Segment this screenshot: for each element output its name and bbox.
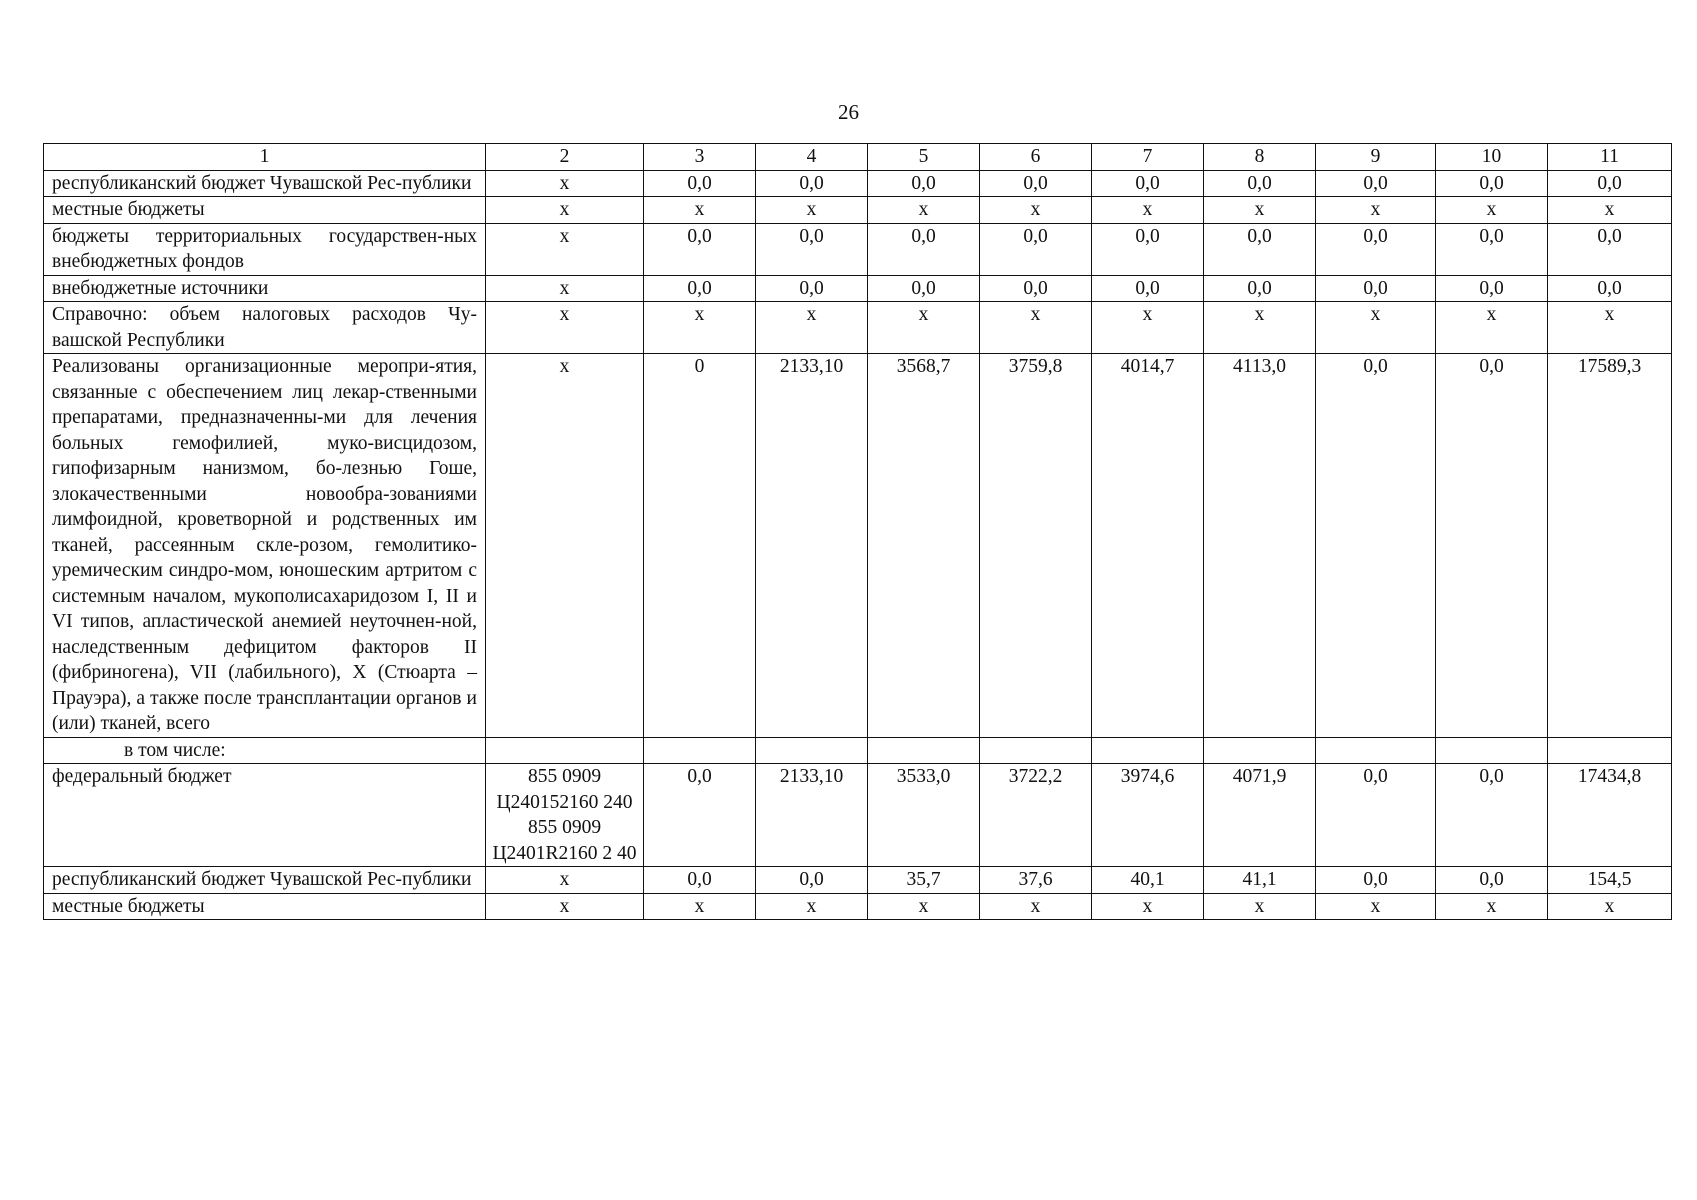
table-cell: x [1436,197,1548,224]
budget-table [43,143,1672,920]
table-cell: x [486,223,644,275]
column-header: 8 [1204,144,1316,171]
column-header: 5 [868,144,980,171]
table-row [44,170,1672,197]
table-row [44,302,1672,354]
table-cell: 0,0 [644,275,756,302]
table-cell: x [486,354,644,738]
table-cell: 0,0 [1436,867,1548,894]
table-cell: 0,0 [1092,275,1204,302]
row-label: Реализованы организационные меропри-ятия, связанные с обеспечением лиц лекар-ственными препаратами, предназначенны-ми для лечения больных гемофилией, муко-висцидозом, гипофизарным нанизмом, бо-лезнью Гоше, злокачественными новообра-зованиями лимфоидной, кроветворной и родственных им тканей, рассеянным скле-розом, гемолитико-уремическим синдро-мом, юношеским артритом с системным началом, мукополисахаридозом I, II и VI типов, апластической анемией неуточнен-ной, наследственным дефицитом факторов II (фибриногена), VII (лабильного), X (Стюарта – Прауэра), а также после трансплантации органов и (или) тканей, всего [44,354,486,738]
column-header: 11 [1548,144,1672,171]
table-cell: 0,0 [1092,223,1204,275]
table-cell: x [1548,302,1672,354]
table-cell: 0,0 [644,223,756,275]
table-row [44,275,1672,302]
table-cell: 4014,7 [1092,354,1204,738]
column-header: 2 [486,144,644,171]
table-cell: 0,0 [1548,223,1672,275]
table-cell: 0,0 [756,867,868,894]
column-header: 4 [756,144,868,171]
table-cell: 3568,7 [868,354,980,738]
table-cell: 0,0 [980,275,1092,302]
table-cell: 3722,2 [980,764,1092,867]
table-row [44,223,1672,275]
table-cell: 4113,0 [1204,354,1316,738]
table-cell [1092,737,1204,764]
table-cell: 0,0 [868,275,980,302]
table-cell: 3974,6 [1092,764,1204,867]
table-row [44,197,1672,224]
table-cell: 4071,9 [1204,764,1316,867]
table-cell: x [868,302,980,354]
budget-code-cell: 855 0909 Ц240152160 240 855 0909 Ц2401R2160 2 40 [486,764,644,867]
table-cell: x [980,893,1092,920]
table-cell: 17589,3 [1548,354,1672,738]
table-cell: 0,0 [868,170,980,197]
table-cell: 0,0 [1436,275,1548,302]
table-cell: 40,1 [1092,867,1204,894]
table-cell: x [1316,302,1436,354]
table-cell: x [1316,893,1436,920]
table-cell: x [1092,302,1204,354]
table-cell: x [644,893,756,920]
table-cell: x [756,893,868,920]
table-cell: 35,7 [868,867,980,894]
table-cell: x [1436,893,1548,920]
table-cell: 0,0 [1204,170,1316,197]
table-cell: x [486,170,644,197]
table-cell: 0,0 [1436,223,1548,275]
table-cell [1548,737,1672,764]
column-header: 7 [1092,144,1204,171]
table-row [44,893,1672,920]
table-cell [980,737,1092,764]
table-cell: x [1548,197,1672,224]
table-cell: 37,6 [980,867,1092,894]
column-header: 3 [644,144,756,171]
table-cell: x [644,197,756,224]
table-cell [1436,737,1548,764]
table-cell: 0,0 [756,170,868,197]
table-cell: 0,0 [1316,867,1436,894]
row-label: федеральный бюджет [44,764,486,867]
table-cell: 0,0 [644,764,756,867]
column-header: 6 [980,144,1092,171]
table-cell: 0,0 [1316,170,1436,197]
table-cell: x [868,197,980,224]
table-cell: x [980,302,1092,354]
table-cell: x [1548,893,1672,920]
column-header: 1 [44,144,486,171]
table-cell: 0,0 [1548,275,1672,302]
table-cell: 154,5 [1548,867,1672,894]
table-cell: 0,0 [868,223,980,275]
table-cell: x [980,197,1092,224]
table-header-row [44,144,1672,171]
table-cell: 0,0 [644,867,756,894]
table-cell: 0,0 [1436,354,1548,738]
table-cell: 0,0 [1204,275,1316,302]
table-cell: 0,0 [980,170,1092,197]
table-cell: 0,0 [756,223,868,275]
table-cell: 0,0 [1548,170,1672,197]
table-cell: x [486,893,644,920]
table-cell: 0,0 [1316,223,1436,275]
table-cell: 41,1 [1204,867,1316,894]
table-cell: x [486,197,644,224]
table-cell: 0,0 [1436,764,1548,867]
table-cell: x [1436,302,1548,354]
table-row [44,737,1672,764]
table-cell: 0,0 [1316,764,1436,867]
row-label: местные бюджеты [44,197,486,224]
table-cell: 0,0 [1316,275,1436,302]
row-label: Справочно: объем налоговых расходов Чу-вашской Республики [44,302,486,354]
column-header: 10 [1436,144,1548,171]
table-row [44,867,1672,894]
table-cell: x [486,302,644,354]
row-label: внебюджетные источники [44,275,486,302]
table-cell: 0 [644,354,756,738]
table-cell: 0,0 [1316,354,1436,738]
table-cell: 17434,8 [1548,764,1672,867]
table-cell: x [756,302,868,354]
table-cell [644,737,756,764]
table-cell: x [644,302,756,354]
row-label: республиканский бюджет Чувашской Рес-публики [44,867,486,894]
table-row [44,354,1672,738]
table-cell: x [1316,197,1436,224]
table-cell [1204,737,1316,764]
table-cell: 3759,8 [980,354,1092,738]
row-label: бюджеты территориальных государствен-ных внебюджетных фондов [44,223,486,275]
row-label: в том числе: [44,737,486,764]
table-cell: x [1204,893,1316,920]
table-cell: x [868,893,980,920]
table-cell: 0,0 [1436,170,1548,197]
table-cell: 0,0 [1204,223,1316,275]
table-cell: 0,0 [1092,170,1204,197]
row-label: республиканский бюджет Чувашской Рес-публики [44,170,486,197]
table-cell: x [1092,893,1204,920]
table-cell: 0,0 [756,275,868,302]
table-cell [868,737,980,764]
table-cell: 2133,10 [756,354,868,738]
table-cell: 0,0 [644,170,756,197]
table-cell: x [1204,197,1316,224]
table-cell: x [756,197,868,224]
table-cell: x [486,867,644,894]
table-cell: x [1092,197,1204,224]
table-cell [486,737,644,764]
row-label: местные бюджеты [44,893,486,920]
table-cell: x [486,275,644,302]
page-number: 26 [838,100,859,124]
table-cell: 2133,10 [756,764,868,867]
column-header: 9 [1316,144,1436,171]
table-cell [1316,737,1436,764]
table-cell: 3533,0 [868,764,980,867]
table-cell: x [1204,302,1316,354]
table-cell: 0,0 [980,223,1092,275]
table-row [44,764,1672,867]
table-cell [756,737,868,764]
